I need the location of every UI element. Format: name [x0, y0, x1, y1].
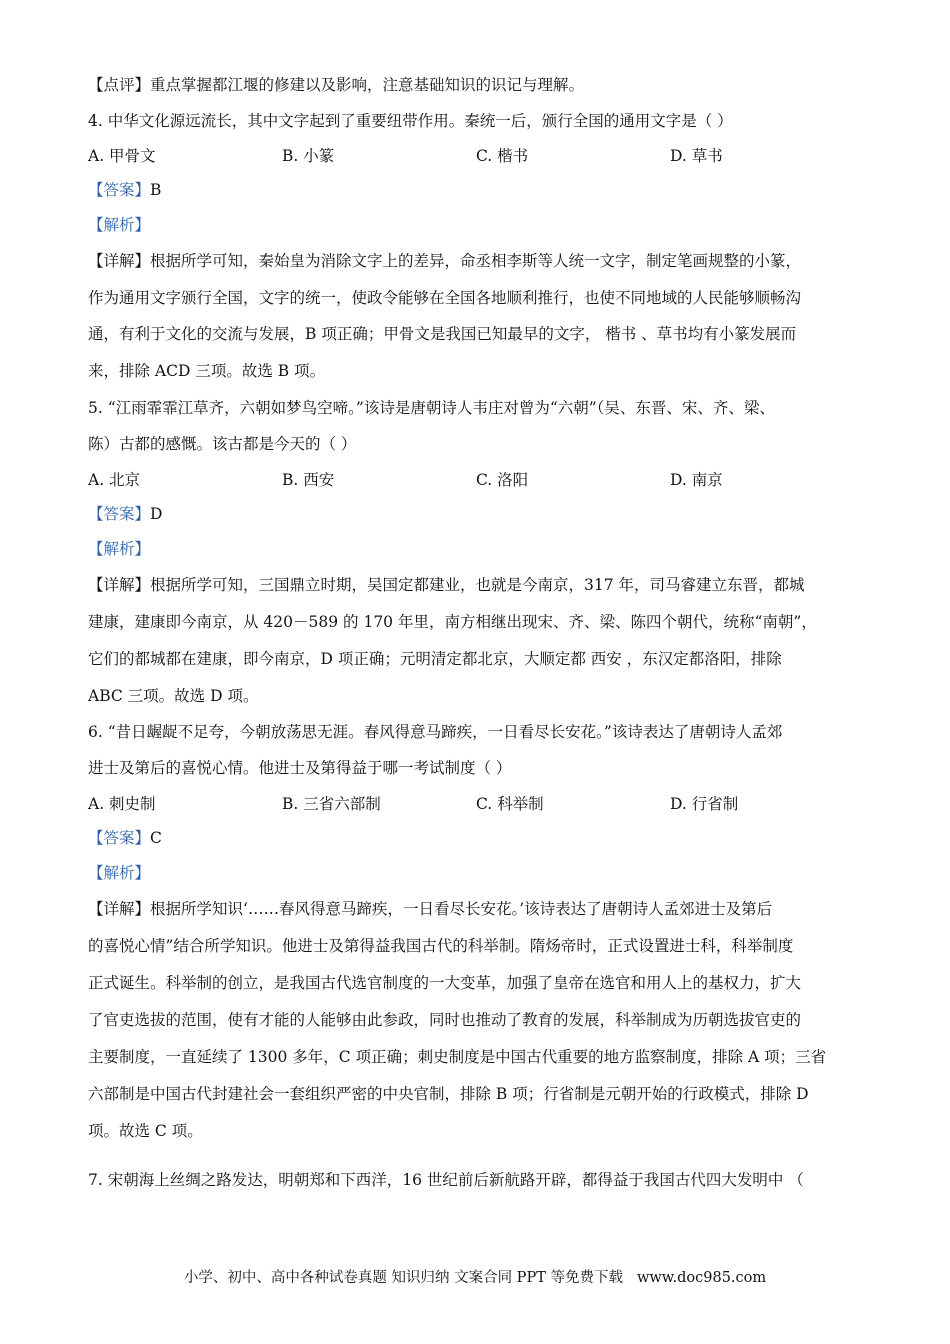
q6-answer: C: [150, 829, 162, 847]
q4-answer-line: [88, 179, 868, 201]
q6-detail-line: 了官吏选拔的范围，使有才能的人能够由此参政，同时也推动了教育的发展，科举制成为历朝选拔官吏的: [88, 1011, 802, 1029]
q5-answer-line: 【答案】D: [88, 505, 163, 523]
question-4-stem: 4. 中华文化源远流长，其中文字起到了重要纽带作用。秦统一后，颁行全国的通用文字是（ ）: [88, 112, 733, 130]
q5-option-a: A. 北京: [88, 471, 141, 489]
q4-option-c: C. 楷书: [476, 147, 529, 165]
question-5-stem: 5. “江雨霏霏江草齐，六朝如梦鸟空啼。”该诗是唐朝诗人韦庄对曾为“六朝”（吴、东晋、宋、齐、梁、: [88, 399, 775, 417]
answer-label: 【答案】: [88, 181, 151, 199]
detail-label: 【详解】: [88, 252, 151, 270]
question-5-stem: 陈）古都的感慨。该古都是今天的（ ）: [88, 435, 357, 453]
q5-detail-line: 它们的都城都在建康，即今南京，D 项正确；元明清定都北京，大顺定都 西安 ，东汉定都洛阳，排除: [88, 650, 782, 668]
question-6-stem: 6. “昔日龌龊不足夸，今朝放荡思无涯。春风得意马蹄疾，一日看尽长安花。”该诗表达了唐朝诗人孟郊: [88, 723, 783, 741]
q4-detail-line: 通，有利于文化的交流与发展，B 项正确；甲骨文是我国已知最早的文字， 楷书 、草书均有小篆发展而: [88, 325, 797, 343]
q5-detail-line: ABC 三项。故选 D 项。: [88, 687, 259, 705]
q6-answer-line: 【答案】C: [88, 829, 162, 847]
q6-detail-line: 正式诞生。科举制的创立，是我国古代选官制度的一大变革，加强了皇帝在选官和用人上的基权力，扩大: [88, 974, 802, 992]
q4-detail-line: 作为通用文字颁行全国，文字的统一，使政令能够在全国各地顺利推行，也使不同地域的人民能够顺畅沟: [88, 289, 802, 307]
q5-detail-line: 建康，建康即今南京，从 420－589 的 170 年里，南方相继出现宋、齐、梁、陈四个朝代，统称“南朝”，: [88, 613, 817, 631]
q4-option-d: D. 草书: [670, 147, 723, 165]
comment-label: 【点评】: [88, 76, 151, 94]
q6-detail-line: 项。故选 C 项。: [88, 1122, 203, 1140]
q5-option-c: C. 洛阳: [476, 471, 529, 489]
q6-analysis-label: 【解析】: [88, 864, 151, 882]
question-7-stem: 7. 宋朝海上丝绸之路发达，明朝郑和下西洋，16 世纪前后新航路开辟，都得益于我国古代四大发明中 （: [88, 1171, 804, 1189]
q5-option-d: D. 南京: [670, 471, 723, 489]
q4-option-b: B. 小篆: [282, 147, 335, 165]
footer-url[interactable]: www.doc985.com: [636, 1270, 767, 1286]
q6-detail-line: 主要制度，一直延续了 1300 多年，C 项正确；刺史制度是中国古代重要的地方监察制度，排除 A 项；三省: [88, 1048, 827, 1066]
q6-option-d: D. 行省制: [670, 795, 739, 813]
comment-line: [88, 74, 868, 96]
q6-detail-line: 【详解】根据所学知识‘……春风得意马蹄疾，一日看尽长安花。’该诗表达了唐朝诗人孟郊进士及第后: [88, 900, 773, 918]
page-footer: [0, 1268, 950, 1288]
q4-detail-line: 来，排除 ACD 三项。故选 B 项。: [88, 362, 326, 380]
q4-analysis-label: 【解析】: [88, 216, 151, 234]
q5-answer: D: [150, 505, 163, 523]
q4-detail-line: 【详解】根据所学可知，秦始皇为消除文字上的差异，命丞相李斯等人统一文字，制定笔画规整的小篆，: [88, 252, 802, 270]
q6-detail-line: 六部制是中国古代封建社会一套组织严密的中央官制，排除 B 项；行省制是元朝开始的行政模式，排除 D: [88, 1085, 809, 1103]
q5-detail-line: 【详解】根据所学可知，三国鼎立时期，吴国定都建业，也就是今南京，317 年，司马睿建立东晋，都城: [88, 576, 805, 594]
q5-option-b: B. 西安: [282, 471, 335, 489]
q6-option-b: B. 三省六部制: [282, 795, 381, 813]
comment-text: 重点掌握都江堰的修建以及影响，注意基础知识的识记与理解。: [150, 76, 585, 94]
q6-option-c: C. 科举制: [476, 795, 544, 813]
q6-detail-line: 的喜悦心情”结合所学知识。他进士及第得益我国古代的科举制。隋炀帝时，正式设置进士科，科举制度: [88, 937, 794, 955]
q5-analysis-label: 【解析】: [88, 540, 151, 558]
q6-option-a: A. 刺史制: [88, 795, 156, 813]
q4-option-a: A. 甲骨文: [88, 147, 156, 165]
question-6-stem: 进士及第后的喜悦心情。他进士及第得益于哪一考试制度（ ）: [88, 759, 512, 777]
footer-text: 小学、初中、高中各种试卷真题 知识归纳 文案合同 PPT 等免费下载: [183, 1270, 623, 1286]
q4-answer: B: [150, 181, 162, 199]
